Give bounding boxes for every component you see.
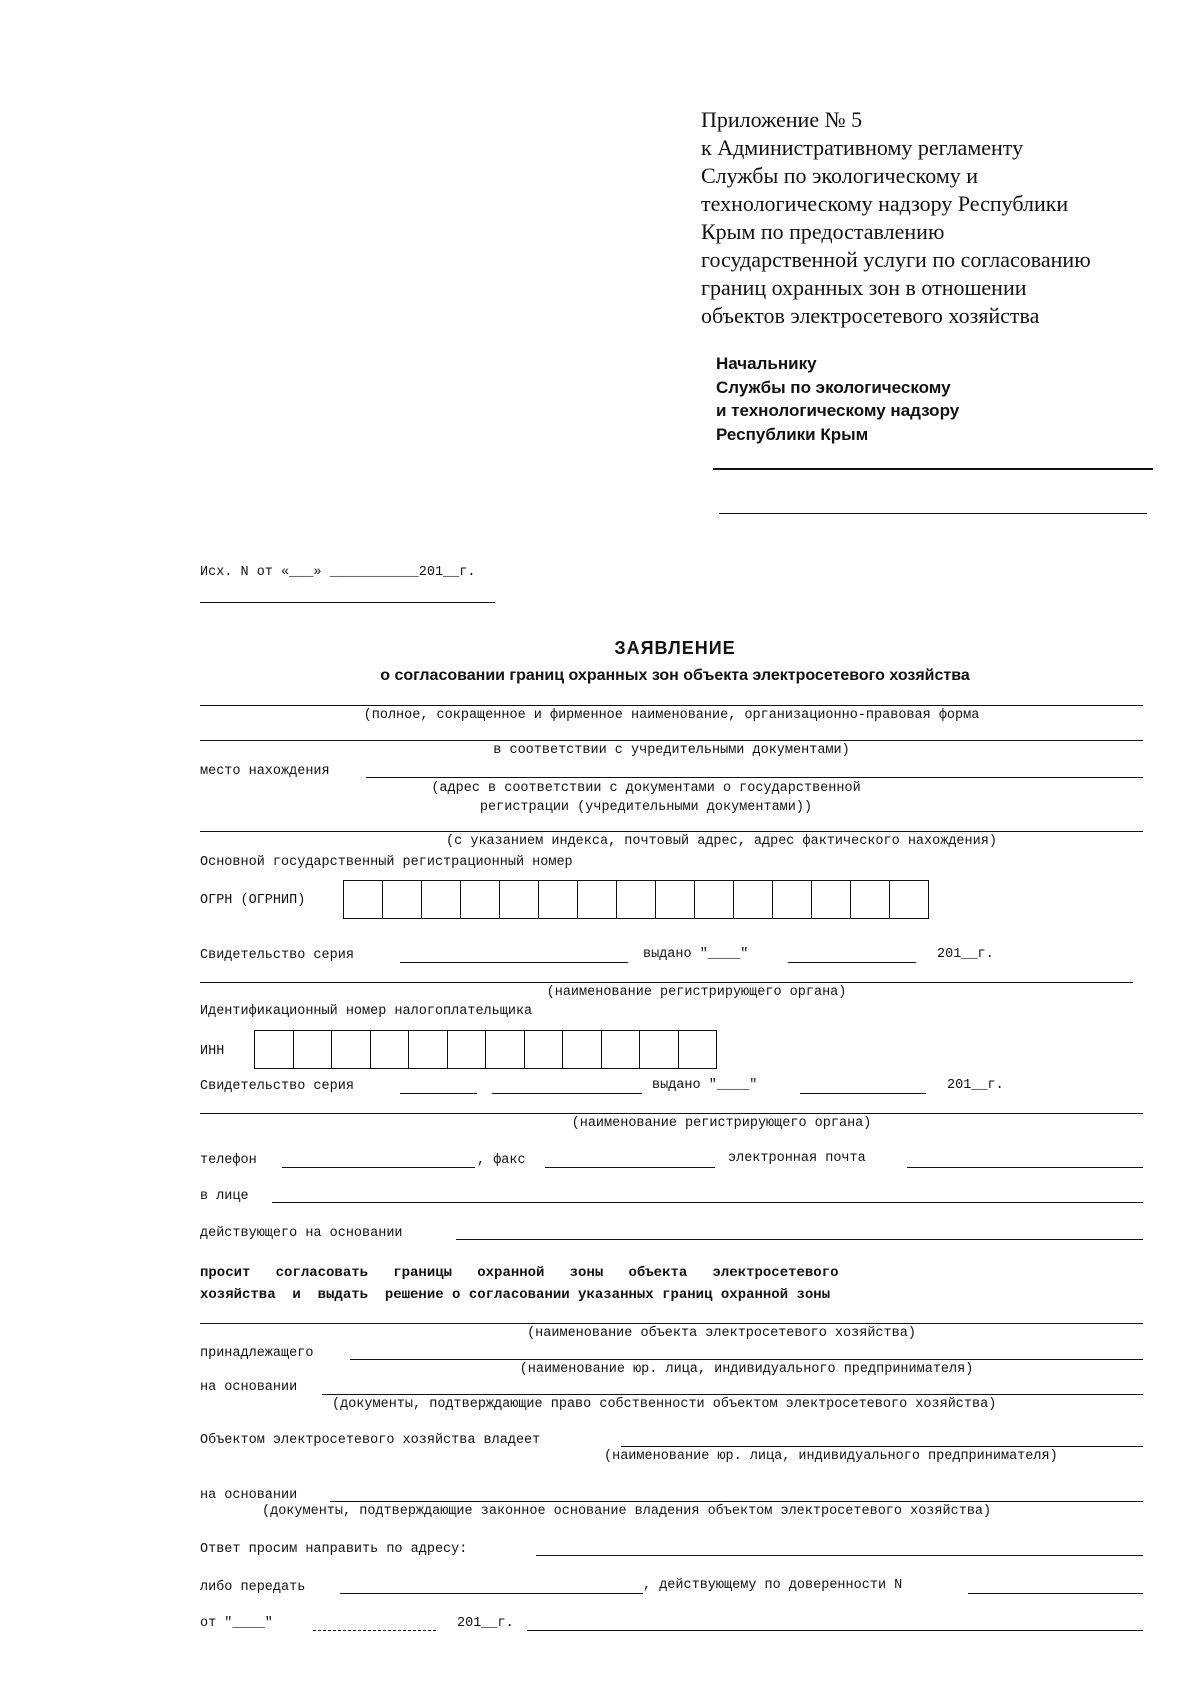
certificate-1-date-line[interactable] xyxy=(788,962,916,963)
addressee-name-line[interactable] xyxy=(713,468,1153,470)
acting-basis-line[interactable] xyxy=(456,1239,1143,1240)
ogrn-input[interactable] xyxy=(343,880,929,919)
addressee-line: Республики Крым xyxy=(716,424,869,444)
inn-digit-cell[interactable] xyxy=(602,1031,641,1068)
object-name-hint: (наименование объекта электросетевого хозяйства) xyxy=(527,1326,916,1341)
certificate-1-year: 201__г. xyxy=(937,947,994,962)
certificate-2-series-line[interactable] xyxy=(400,1093,477,1094)
fax-line[interactable] xyxy=(545,1167,715,1168)
ogrn-digit-cell[interactable] xyxy=(851,881,890,918)
owner-basis-label: на основании xyxy=(200,1380,298,1395)
holder-basis-label: на основании xyxy=(200,1488,298,1503)
certificate-1-issued-label: выдано "____" xyxy=(643,947,749,962)
inn-digit-cell[interactable] xyxy=(563,1031,602,1068)
inn-digit-cell[interactable] xyxy=(679,1031,717,1068)
ogrn-digit-cell[interactable] xyxy=(383,881,422,918)
ogrn-digit-cell[interactable] xyxy=(812,881,851,918)
organization-name-hint: (полное, сокращенное и фирменное наименование, организационно-правовая форма xyxy=(363,708,980,723)
ogrn-digit-cell[interactable] xyxy=(500,881,539,918)
document-subtitle: о согласовании границ охранных зон объекта электросетевого хозяйства xyxy=(380,667,970,684)
ogrn-digit-cell[interactable] xyxy=(695,881,734,918)
location-hint: (адрес в соответствии с документами о государственной xyxy=(431,781,861,796)
reply-address-label: Ответ просим направить по адресу: xyxy=(200,1542,468,1557)
proxy-date-year: 201__г. xyxy=(457,1616,514,1631)
ogrn-digit-cell[interactable] xyxy=(617,881,656,918)
representative-line[interactable] xyxy=(272,1202,1143,1203)
appendix-line: границ охранных зон в отношении xyxy=(701,275,1027,300)
holder-label: Объектом электросетевого хозяйства владеет xyxy=(200,1433,541,1448)
inn-digit-cell[interactable] xyxy=(332,1031,371,1068)
email-line[interactable] xyxy=(907,1167,1143,1168)
location-hint-2: регистрации (учредительными документами)) xyxy=(479,800,813,815)
ogrn-digit-cell[interactable] xyxy=(656,881,695,918)
inn-digit-cell[interactable] xyxy=(255,1031,294,1068)
holder-hint: (наименование юр. лица, индивидуального предпринимателя) xyxy=(604,1449,1058,1464)
proxy-issuer-line[interactable] xyxy=(527,1630,1143,1631)
appendix-line: Крым по предоставлению xyxy=(701,219,945,244)
ogrn-digit-cell[interactable] xyxy=(539,881,578,918)
ogrn-digit-cell[interactable] xyxy=(344,881,383,918)
ogrn-heading: Основной государственный регистрационный номер xyxy=(200,855,573,870)
ogrn-digit-cell[interactable] xyxy=(578,881,617,918)
inn-digit-cell[interactable] xyxy=(371,1031,410,1068)
addressee-line: Начальнику xyxy=(716,354,817,373)
proxy-number-line[interactable] xyxy=(968,1593,1143,1594)
ogrn-digit-cell[interactable] xyxy=(734,881,773,918)
ogrn-digit-cell[interactable] xyxy=(461,881,500,918)
email-label: электронная почта xyxy=(728,1151,866,1166)
outgoing-number-line[interactable] xyxy=(200,602,495,603)
inn-label: ИНН xyxy=(200,1044,225,1059)
phone-line[interactable] xyxy=(282,1167,475,1168)
inn-digit-cell[interactable] xyxy=(525,1031,564,1068)
request-text-line: просит согласовать границы охранной зоны объекта электросетевого xyxy=(200,1265,839,1281)
reply-address-line[interactable] xyxy=(536,1555,1143,1556)
inn-digit-cell[interactable] xyxy=(294,1031,333,1068)
proxy-date-from: от "____" xyxy=(200,1616,273,1631)
certificate-2-label: Свидетельство серия xyxy=(200,1079,354,1094)
object-name-line[interactable] xyxy=(200,1323,1143,1324)
appendix-line: к Административному регламенту xyxy=(701,135,1024,160)
owner-basis-line[interactable] xyxy=(322,1394,1143,1395)
certificate-2-number-line[interactable] xyxy=(492,1093,642,1094)
certificate-1-label: Свидетельство серия xyxy=(200,948,354,963)
request-text-line: хозяйства и выдать решение о согласовании указанных границ охранной зоны xyxy=(200,1287,831,1303)
representative-label: в лице xyxy=(200,1189,249,1204)
owner-label: принадлежащего xyxy=(200,1346,314,1361)
appendix-line: Службы по экологическому и xyxy=(701,163,979,188)
organization-name-line-2[interactable] xyxy=(200,740,1143,741)
outgoing-number: Исх. N от «___» ___________201__г. xyxy=(200,565,476,580)
appendix-line: объектов электросетевого хозяйства xyxy=(701,303,1040,328)
location-line[interactable] xyxy=(366,777,1143,778)
postal-address-hint: (с указанием индекса, почтовый адрес, адрес фактического нахождения) xyxy=(446,834,997,849)
phone-label: телефон xyxy=(200,1153,257,1168)
acting-basis-label: действующего на основании xyxy=(200,1226,403,1241)
fax-label: , факс xyxy=(477,1153,526,1168)
owner-basis-hint: (документы, подтверждающие право собственности объектом электросетевого хозяйства) xyxy=(332,1397,997,1412)
document-title: ЗАЯВЛЕНИЕ xyxy=(614,638,736,658)
holder-basis-line[interactable] xyxy=(330,1501,1143,1502)
certificate-2-issued-label: выдано "____" xyxy=(652,1078,758,1093)
holder-basis-hint: (документы, подтверждающие законное основание владения объектом электросетевого хозяйства) xyxy=(262,1504,992,1519)
deliver-label: либо передать xyxy=(200,1580,306,1595)
holder-line[interactable] xyxy=(621,1446,1143,1447)
recipient-name-line[interactable] xyxy=(340,1593,643,1594)
appendix-block xyxy=(701,106,1091,330)
addressee-block xyxy=(716,352,959,446)
appendix-line: государственной услуги по согласованию xyxy=(701,247,1091,272)
proxy-label: , действующему по доверенности N xyxy=(643,1578,903,1593)
registering-authority-1-hint: (наименование регистрирующего органа) xyxy=(546,985,847,1000)
inn-input[interactable] xyxy=(254,1030,717,1069)
proxy-date-month-line[interactable] xyxy=(313,1630,436,1631)
postal-address-line[interactable] xyxy=(200,831,1143,832)
owner-line[interactable] xyxy=(350,1359,1143,1360)
inn-digit-cell[interactable] xyxy=(409,1031,448,1068)
certificate-1-series-line[interactable] xyxy=(400,962,628,963)
certificate-2-date-line[interactable] xyxy=(800,1093,926,1094)
inn-digit-cell[interactable] xyxy=(448,1031,487,1068)
ogrn-label: ОГРН (ОГРНИП) xyxy=(200,893,306,908)
addressee-line: и технологическому надзору xyxy=(716,401,960,420)
organization-name-hint-2: в соответствии с учредительными документами) xyxy=(493,743,850,758)
appendix-line: технологическому надзору Республики xyxy=(701,191,1069,216)
addressee-extra-line[interactable] xyxy=(719,513,1147,514)
ogrn-digit-cell[interactable] xyxy=(773,881,812,918)
inn-digit-cell[interactable] xyxy=(486,1031,525,1068)
owner-hint: (наименование юр. лица, индивидуального предпринимателя) xyxy=(519,1362,974,1377)
addressee-line: Службы по экологическому xyxy=(716,377,951,397)
certificate-2-year: 201__г. xyxy=(947,1078,1004,1093)
registering-authority-1-line[interactable] xyxy=(200,982,1133,983)
appendix-line: Приложение № 5 xyxy=(701,107,863,132)
inn-heading: Идентификационный номер налогоплательщика xyxy=(200,1004,533,1019)
location-label: место нахождения xyxy=(200,764,330,779)
registering-authority-2-hint: (наименование регистрирующего органа) xyxy=(571,1116,872,1131)
registering-authority-2-line[interactable] xyxy=(200,1113,1143,1114)
inn-digit-cell[interactable] xyxy=(640,1031,679,1068)
ogrn-digit-cell[interactable] xyxy=(422,881,461,918)
ogrn-digit-cell[interactable] xyxy=(890,881,928,918)
organization-name-line[interactable] xyxy=(200,705,1143,706)
